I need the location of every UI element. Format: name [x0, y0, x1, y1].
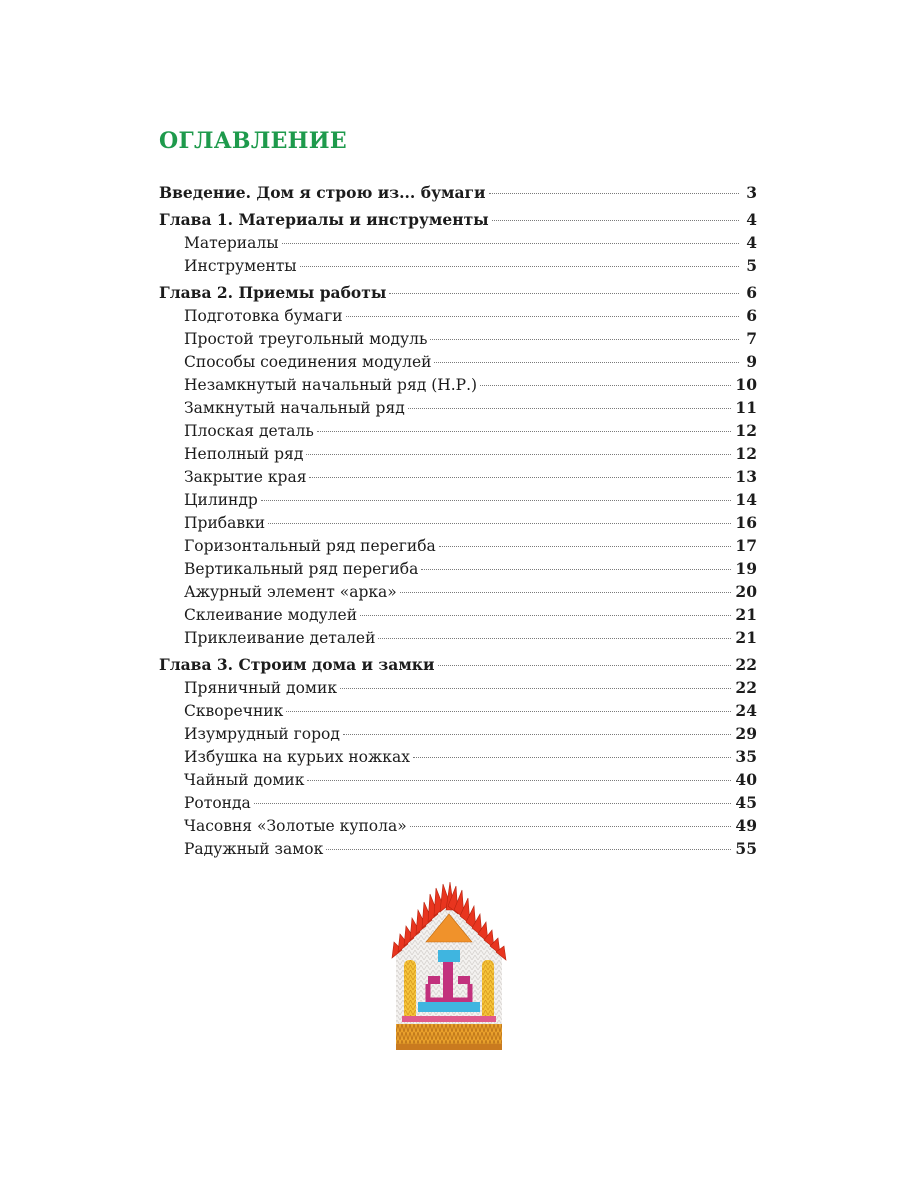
toc-entry-title: Ротонда — [184, 794, 251, 812]
toc-page-number: 45 — [735, 793, 757, 812]
dot-leader — [438, 665, 732, 666]
toc-page-number: 14 — [735, 490, 757, 509]
toc-page-number: 21 — [735, 628, 757, 647]
toc-entry-title: Простой треугольный модуль — [184, 330, 428, 348]
toc-chapter-entry — [159, 183, 757, 206]
toc-page-number: 12 — [735, 421, 757, 440]
toc-chapter-entry — [159, 210, 757, 233]
toc-section-entry — [159, 536, 757, 559]
toc-section-entry — [159, 421, 757, 444]
toc-section-entry — [159, 490, 757, 513]
toc-page-number: 12 — [735, 444, 757, 463]
origami-house-illustration — [388, 880, 510, 1070]
dot-leader — [254, 803, 732, 804]
toc-entry-title: Введение. Дом я строю из... бумаги — [159, 183, 486, 202]
toc-chapter-entry — [159, 655, 757, 678]
dot-leader — [307, 780, 731, 781]
toc-section-entry — [159, 678, 757, 701]
toc-entry-title: Изумрудный город — [184, 725, 340, 743]
dot-leader — [261, 500, 732, 501]
toc-page-number: 5 — [746, 256, 757, 275]
toc-page-number: 7 — [746, 329, 757, 348]
table-of-contents — [159, 183, 757, 862]
toc-entry-title: Глава 2. Приемы работы — [159, 283, 387, 302]
dot-leader — [340, 688, 731, 689]
toc-page-number: 22 — [735, 678, 757, 697]
dot-leader — [430, 339, 739, 340]
toc-section-entry — [159, 233, 757, 256]
toc-section-entry — [159, 467, 757, 490]
dot-leader — [309, 477, 731, 478]
toc-entry-title: Радужный замок — [184, 840, 324, 858]
toc-page-number: 6 — [746, 283, 757, 302]
toc-entry-title: Склеивание модулей — [184, 606, 358, 624]
toc-page-number: 24 — [735, 701, 757, 720]
dot-leader — [282, 243, 739, 244]
dot-leader — [378, 638, 731, 639]
toc-chapter-entry — [159, 283, 757, 306]
toc-entry-title: Инструменты — [184, 257, 297, 275]
toc-section-entry — [159, 582, 757, 605]
toc-page-number: 29 — [735, 724, 757, 743]
page-title: ОГЛАВЛЕНИЕ — [159, 128, 347, 154]
dot-leader — [439, 546, 732, 547]
toc-page-number: 3 — [746, 183, 757, 202]
toc-section-entry — [159, 770, 757, 793]
toc-page-number: 35 — [735, 747, 757, 766]
toc-entry-title: Закрытие края — [184, 468, 307, 486]
toc-entry-title: Глава 3. Строим дома и замки — [159, 655, 435, 674]
dot-leader — [492, 220, 739, 221]
dot-leader — [489, 193, 740, 194]
dot-leader — [400, 592, 732, 593]
toc-entry-title: Прибавки — [184, 514, 266, 532]
toc-entry-title: Глава 1. Материалы и инструменты — [159, 210, 489, 229]
toc-section-entry — [159, 816, 757, 839]
toc-section-entry — [159, 398, 757, 421]
toc-section-entry — [159, 747, 757, 770]
toc-page-number: 49 — [735, 816, 757, 835]
dot-leader — [421, 569, 731, 570]
toc-entry-title: Вертикальный ряд перегиба — [184, 560, 419, 578]
toc-page-number: 22 — [735, 655, 757, 674]
dot-leader — [413, 757, 731, 758]
toc-section-entry — [159, 559, 757, 582]
dot-leader — [408, 408, 732, 409]
toc-section-entry — [159, 605, 757, 628]
dot-leader — [268, 523, 731, 524]
toc-page-number: 19 — [735, 559, 757, 578]
toc-entry-title: Пряничный домик — [184, 679, 338, 697]
toc-page-number: 20 — [735, 582, 757, 601]
toc-page-number: 55 — [735, 839, 757, 858]
toc-section-entry — [159, 793, 757, 816]
dot-leader — [317, 431, 732, 432]
toc-section-entry — [159, 256, 757, 279]
toc-entry-title: Избушка на курьих ножках — [184, 748, 410, 766]
toc-page-number: 4 — [746, 210, 757, 229]
toc-entry-title: Подготовка бумаги — [184, 307, 343, 325]
toc-entry-title: Цилиндр — [184, 491, 258, 509]
toc-page-number: 13 — [735, 467, 757, 486]
toc-section-entry — [159, 839, 757, 862]
modular-origami-house-icon — [388, 880, 510, 1070]
toc-section-entry — [159, 306, 757, 329]
toc-section-entry — [159, 375, 757, 398]
dot-leader — [360, 615, 731, 616]
toc-page-number: 11 — [735, 398, 757, 417]
toc-entry-title: Незамкнутый начальный ряд (Н.Р.) — [184, 376, 478, 394]
toc-entry-title: Замкнутый начальный ряд — [184, 399, 405, 417]
dot-leader — [434, 362, 739, 363]
toc-entry-title: Ажурный элемент «арка» — [184, 583, 397, 601]
toc-page-number: 9 — [746, 352, 757, 371]
dot-leader — [410, 826, 732, 827]
toc-page-number: 21 — [735, 605, 757, 624]
dot-leader — [286, 711, 731, 712]
toc-entry-title: Чайный домик — [184, 771, 305, 789]
toc-entry-title: Плоская деталь — [184, 422, 314, 440]
dot-leader — [346, 316, 739, 317]
toc-entry-title: Материалы — [184, 234, 279, 252]
toc-page-number: 40 — [735, 770, 757, 789]
toc-section-entry — [159, 329, 757, 352]
dot-leader — [300, 266, 739, 267]
toc-page-number: 10 — [735, 375, 757, 394]
toc-section-entry — [159, 444, 757, 467]
dot-leader — [306, 454, 731, 455]
toc-page-number: 4 — [746, 233, 757, 252]
toc-section-entry — [159, 724, 757, 747]
toc-entry-title: Способы соединения модулей — [184, 353, 432, 371]
toc-entry-title: Скворечник — [184, 702, 284, 720]
toc-page-number: 17 — [735, 536, 757, 555]
dot-leader — [343, 734, 732, 735]
toc-section-entry — [159, 352, 757, 375]
toc-page-number: 6 — [746, 306, 757, 325]
dot-leader — [480, 385, 731, 386]
dot-leader — [389, 293, 739, 294]
toc-section-entry — [159, 628, 757, 651]
toc-entry-title: Приклеивание деталей — [184, 629, 376, 647]
toc-entry-title: Часовня «Золотые купола» — [184, 817, 407, 835]
dot-leader — [326, 849, 731, 850]
toc-section-entry — [159, 513, 757, 536]
toc-entry-title: Неполный ряд — [184, 445, 304, 463]
toc-page-number: 16 — [735, 513, 757, 532]
toc-entry-title: Горизонтальный ряд перегиба — [184, 537, 436, 555]
toc-section-entry — [159, 701, 757, 724]
